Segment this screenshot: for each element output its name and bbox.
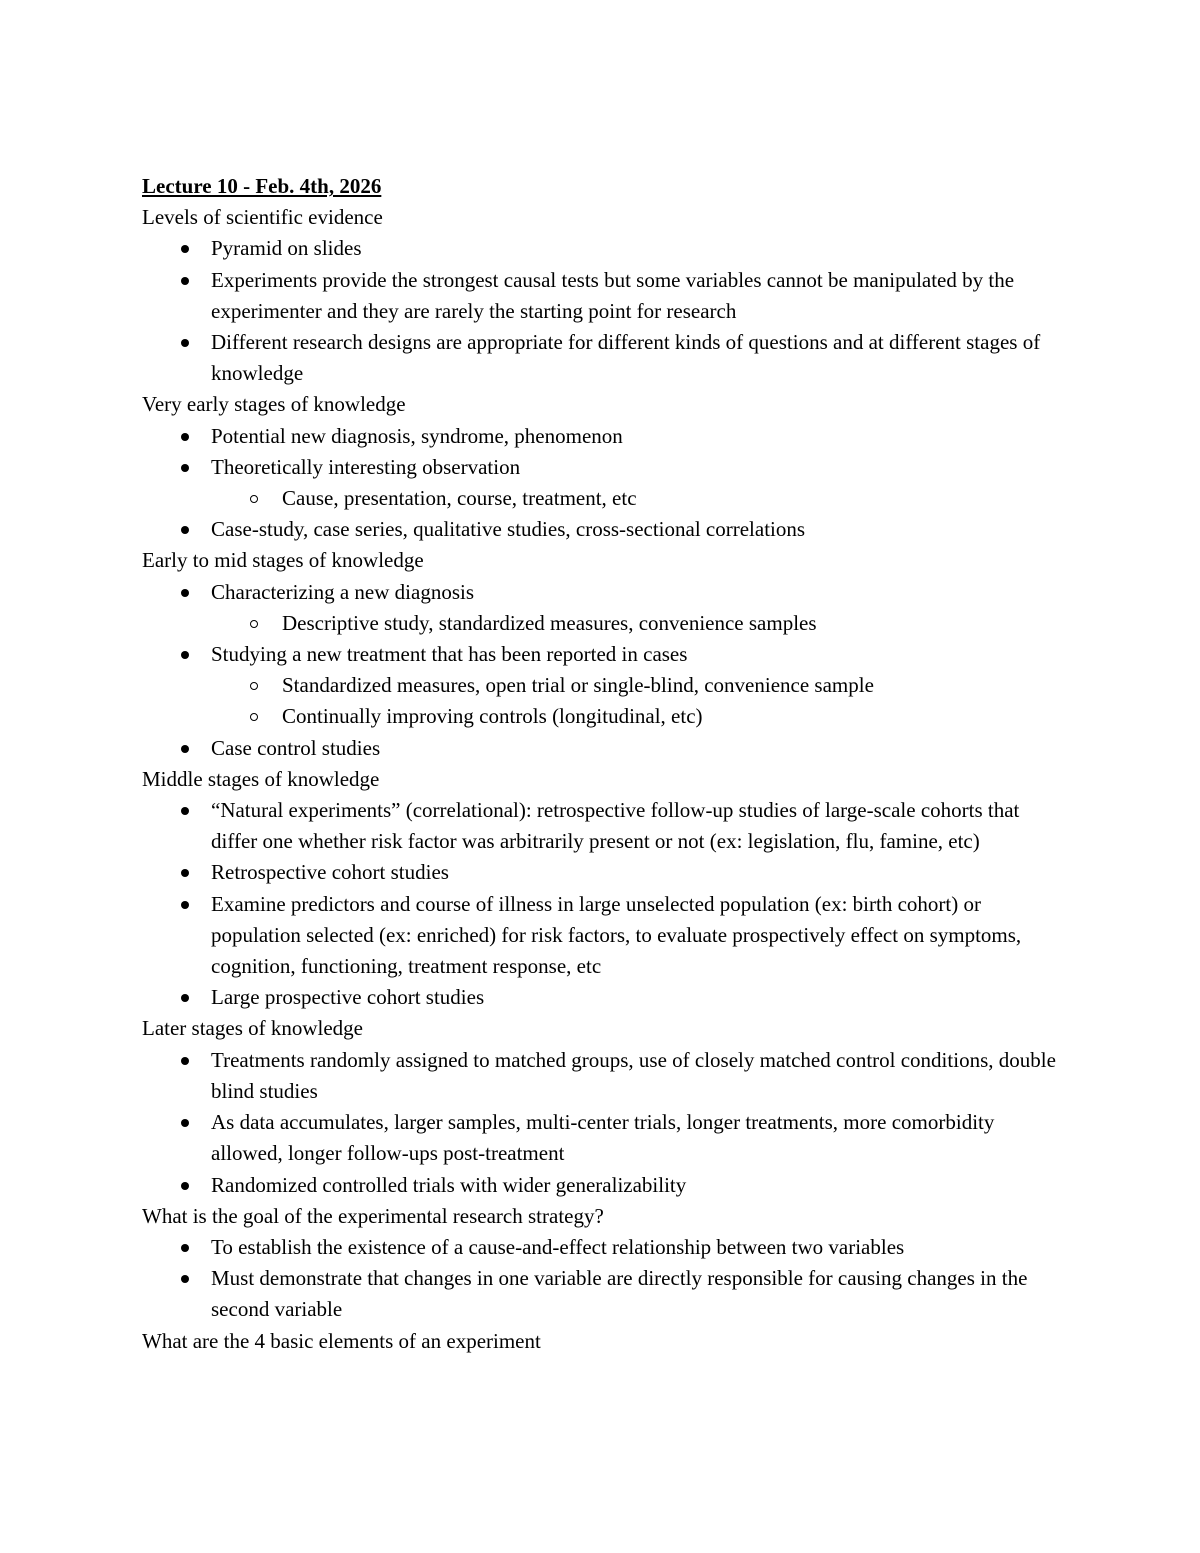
bullet-list xyxy=(142,795,1062,1013)
sub-bullet-item: Continually improving controls (longitudinal, etc) xyxy=(211,701,1062,732)
bullet-text: Studying a new treatment that has been reported in cases xyxy=(211,642,688,667)
sub-bullet-item: Standardized measures, open trial or single-blind, convenience sample xyxy=(211,670,1062,701)
bullet-item: Examine predictors and course of illness in large unselected population (ex: birth cohort) or population selected (ex: enriched) for risk factors, to evaluate prospectively effect on symptoms, cognition, functioning, treatment response, etc xyxy=(142,889,1062,983)
bullet-item: Treatments randomly assigned to matched groups, use of closely matched control conditions, double blind studies xyxy=(142,1045,1062,1107)
bullet-list xyxy=(142,1232,1062,1326)
bullet-item: “Natural experiments” (correlational): retrospective follow-up studies of large-scale cohorts that differ one whether risk factor was arbitrarily present or not (ex: legislation, flu, famine, etc) xyxy=(142,795,1062,857)
bullet-item: Pyramid on slides xyxy=(142,233,1062,264)
section-heading: Middle stages of knowledge xyxy=(142,766,380,791)
section-heading: Later stages of knowledge xyxy=(142,1016,364,1041)
bullet-item: Case-study, case series, qualitative studies, cross-sectional correlations xyxy=(142,514,1062,545)
section-heading: Levels of scientific evidence xyxy=(142,205,383,230)
document-body xyxy=(142,171,1062,1357)
bullet-item: Case control studies xyxy=(142,733,1062,764)
bullet-item: As data accumulates, larger samples, multi-center trials, longer treatments, more comorbidity allowed, longer follow-ups post-treatment xyxy=(142,1107,1062,1169)
bullet-item xyxy=(142,577,1062,639)
bullet-item xyxy=(142,452,1062,514)
bullet-item: Randomized controlled trials with wider generalizability xyxy=(142,1170,1062,1201)
sub-bullet-list xyxy=(211,483,1062,514)
bullet-item: Retrospective cohort studies xyxy=(142,857,1062,888)
page-title: Lecture 10 - Feb. 4th, 2026 xyxy=(142,174,382,198)
bullet-item xyxy=(142,639,1062,733)
section-heading: What is the goal of the experimental research strategy? xyxy=(142,1203,604,1228)
bullet-list xyxy=(142,421,1062,546)
bullet-item: Must demonstrate that changes in one variable are directly responsible for causing changes in the second variable xyxy=(142,1263,1062,1325)
bullet-item: Different research designs are appropriate for different kinds of questions and at different stages of knowledge xyxy=(142,327,1062,389)
bullet-list xyxy=(142,1045,1062,1201)
section-heading: What are the 4 basic elements of an experiment xyxy=(142,1328,541,1353)
section-heading: Early to mid stages of knowledge xyxy=(142,548,424,573)
bullet-item: Large prospective cohort studies xyxy=(142,982,1062,1013)
sub-bullet-item: Cause, presentation, course, treatment, etc xyxy=(211,483,1062,514)
bullet-text: Characterizing a new diagnosis xyxy=(211,579,474,604)
sub-bullet-list xyxy=(211,670,1062,732)
bullet-item: Experiments provide the strongest causal tests but some variables cannot be manipulated by the experimenter and they are rarely the starting point for research xyxy=(142,265,1062,327)
bullet-list xyxy=(142,233,1062,389)
bullet-list xyxy=(142,577,1062,764)
sub-bullet-list xyxy=(211,608,1062,639)
bullet-item: Potential new diagnosis, syndrome, phenomenon xyxy=(142,421,1062,452)
sub-bullet-item: Descriptive study, standardized measures, convenience samples xyxy=(211,608,1062,639)
bullet-text: Theoretically interesting observation xyxy=(211,454,521,479)
bullet-item: To establish the existence of a cause-and-effect relationship between two variables xyxy=(142,1232,1062,1263)
section-heading: Very early stages of knowledge xyxy=(142,392,406,417)
